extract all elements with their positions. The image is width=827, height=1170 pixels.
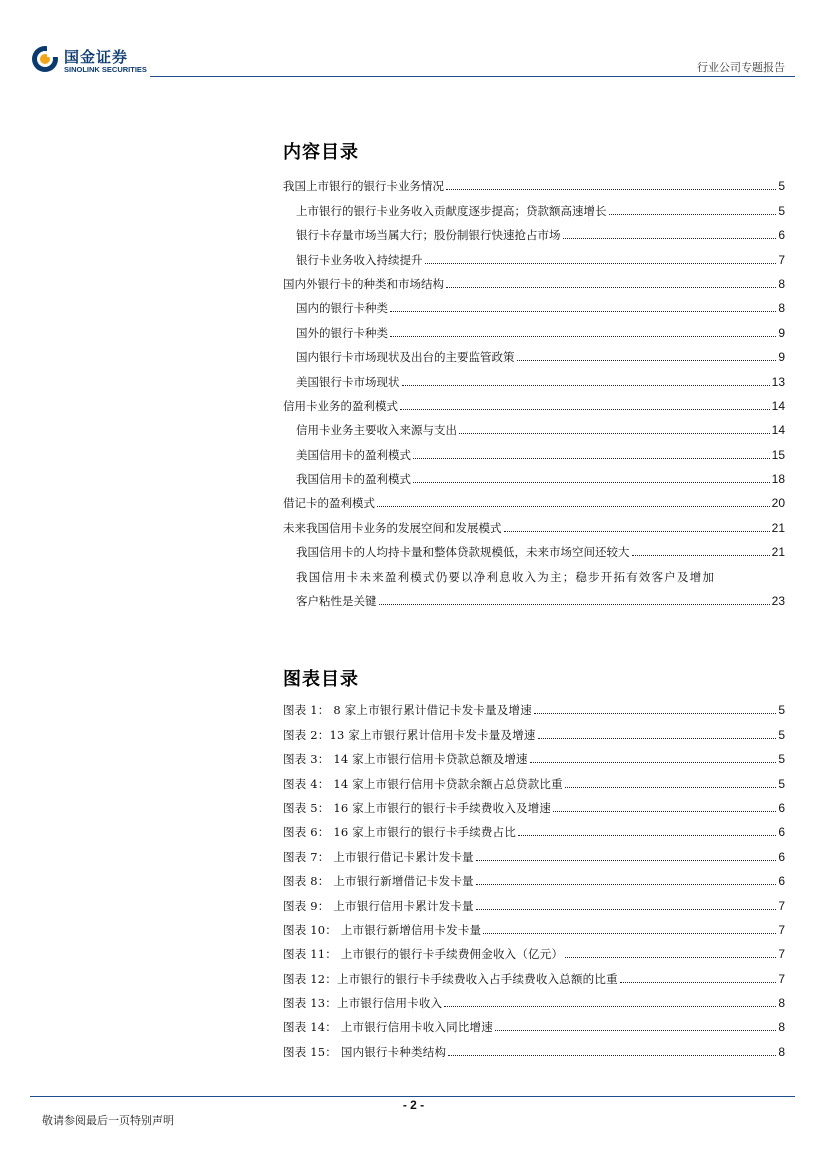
toc-entry-page: 7 bbox=[778, 252, 785, 267]
figure-entry[interactable] bbox=[283, 792, 785, 816]
page-header bbox=[0, 0, 827, 80]
disclaimer-text: 敬请参阅最后一页特别声明 bbox=[42, 1114, 174, 1127]
figure-entry-label: 图表 6： 16 家上市银行的银行卡手续费占比 bbox=[283, 825, 517, 840]
figure-entry-label: 图表 4： 14 家上市银行信用卡贷款余额占总贷款比重 bbox=[283, 776, 563, 791]
figure-entry[interactable] bbox=[283, 767, 785, 791]
toc-entry[interactable] bbox=[283, 414, 785, 438]
header-divider bbox=[150, 76, 795, 77]
dot-leader bbox=[476, 860, 777, 861]
dot-leader bbox=[459, 433, 770, 434]
toc-entry-label: 我国信用卡未来盈利模式仍要以净利息收入为主；稳步开拓有效客户及增加 bbox=[296, 569, 716, 584]
figure-entry-page: 6 bbox=[778, 849, 785, 864]
toc-entry[interactable] bbox=[283, 365, 785, 389]
dot-leader bbox=[413, 482, 770, 483]
toc-entry[interactable] bbox=[283, 219, 785, 243]
figure-entry-label: 图表 12：上市银行的银行卡手续费收入占手续费收入总额的比重 bbox=[283, 971, 618, 986]
toc-entry-label: 银行卡业务收入持续提升 bbox=[296, 252, 423, 267]
dot-leader bbox=[400, 409, 770, 410]
dot-leader bbox=[504, 531, 770, 532]
toc-entry-page: 14 bbox=[771, 423, 785, 438]
dot-leader bbox=[563, 238, 777, 239]
dot-leader bbox=[534, 713, 776, 714]
toc-entry[interactable] bbox=[283, 390, 785, 414]
toc-entry-label: 美国信用卡的盈利模式 bbox=[296, 447, 411, 462]
figure-entry-label: 图表 9： 上市银行信用卡累计发卡量 bbox=[283, 898, 474, 913]
toc-entry-label: 我国信用卡的人均持卡量和整体贷款规模低，未来市场空间还较大 bbox=[296, 545, 630, 560]
company-logo bbox=[30, 44, 160, 76]
dot-leader bbox=[444, 1006, 776, 1007]
toc-entry-label: 国内银行卡市场现状及出台的主要监管政策 bbox=[296, 350, 515, 365]
figure-entry[interactable] bbox=[283, 1011, 785, 1035]
toc-entry[interactable] bbox=[283, 511, 785, 535]
toc-entry-label: 国内的银行卡种类 bbox=[296, 301, 388, 316]
figure-entry[interactable] bbox=[283, 1035, 785, 1059]
toc-entry-label: 未来我国信用卡业务的发展空间和发展模式 bbox=[283, 520, 502, 535]
toc-entry-page: 21 bbox=[771, 520, 785, 535]
figure-entry-label: 图表 10： 上市银行新增信用卡发卡量 bbox=[283, 922, 482, 937]
toc-entry-label: 信用卡业务主要收入来源与支出 bbox=[296, 423, 457, 438]
toc-entry-page: 9 bbox=[778, 325, 785, 340]
toc-entry-label: 银行卡存量市场当属大行；股份制银行快速抢占市场 bbox=[296, 228, 561, 243]
figure-entry[interactable] bbox=[283, 987, 785, 1011]
toc-entry[interactable] bbox=[283, 316, 785, 340]
dot-leader bbox=[390, 311, 776, 312]
figure-entry-page: 5 bbox=[778, 727, 785, 742]
toc-entry-label: 我国上市银行的银行卡业务情况 bbox=[283, 179, 444, 194]
toc-entry[interactable] bbox=[283, 487, 785, 511]
figure-entry[interactable] bbox=[283, 840, 785, 864]
toc-entry-label: 国内外银行卡的种类和市场结构 bbox=[283, 276, 444, 291]
dot-leader bbox=[530, 762, 777, 763]
dot-leader bbox=[425, 263, 777, 264]
figure-entry-label: 图表 3： 14 家上市银行信用卡贷款总额及增速 bbox=[283, 752, 528, 767]
figure-entry-page: 5 bbox=[778, 752, 785, 767]
toc-entry-label: 我国信用卡的盈利模式 bbox=[296, 472, 411, 487]
figures-list bbox=[283, 694, 785, 1060]
toc-entry-wrapped-line2[interactable] bbox=[283, 585, 785, 609]
dot-leader bbox=[377, 506, 770, 507]
contents-title: 内容目录 bbox=[283, 142, 359, 163]
dot-leader bbox=[609, 214, 777, 215]
figure-entry-page: 5 bbox=[778, 703, 785, 718]
contents-list bbox=[283, 170, 785, 560]
figure-entry[interactable] bbox=[283, 865, 785, 889]
figure-entry[interactable] bbox=[283, 743, 785, 767]
figure-entry-page: 8 bbox=[778, 1020, 785, 1035]
figure-entry[interactable] bbox=[283, 694, 785, 718]
dot-leader bbox=[476, 884, 777, 885]
toc-entry-page: 15 bbox=[771, 447, 785, 462]
dot-leader bbox=[565, 957, 776, 958]
toc-entry-page: 23 bbox=[771, 594, 785, 609]
logo-chinese-name: 国金证券 bbox=[64, 48, 129, 66]
dot-leader bbox=[402, 385, 770, 386]
figure-entry-label: 图表 1： 8 家上市银行累计借记卡发卡量及增速 bbox=[283, 703, 532, 718]
toc-entry-page: 5 bbox=[778, 203, 785, 218]
toc-entry[interactable] bbox=[283, 463, 785, 487]
page-number: - 2 - bbox=[402, 1098, 425, 1112]
dot-leader bbox=[517, 360, 777, 361]
figure-entry-label: 图表 5： 16 家上市银行的银行卡手续费收入及增速 bbox=[283, 800, 552, 815]
toc-entry-page: 8 bbox=[778, 276, 785, 291]
figure-entry-label: 图表 2：13 家上市银行累计信用卡发卡量及增速 bbox=[283, 727, 536, 742]
toc-entry[interactable] bbox=[283, 268, 785, 292]
dot-leader bbox=[518, 835, 776, 836]
toc-entry-label: 信用卡业务的盈利模式 bbox=[283, 398, 398, 413]
dot-leader bbox=[390, 336, 776, 337]
figure-entry[interactable] bbox=[283, 962, 785, 986]
toc-entry-page: 18 bbox=[771, 472, 785, 487]
figure-entry-page: 7 bbox=[778, 898, 785, 913]
toc-entry-label: 客户粘性是关键 bbox=[296, 594, 377, 609]
figure-entry[interactable] bbox=[283, 938, 785, 962]
dot-leader bbox=[620, 982, 777, 983]
toc-entry-page: 14 bbox=[771, 398, 785, 413]
figure-entry-page: 6 bbox=[778, 800, 785, 815]
dot-leader bbox=[413, 458, 770, 459]
figure-entry[interactable] bbox=[283, 816, 785, 840]
figure-entry[interactable] bbox=[283, 718, 785, 742]
toc-entry-wrapped-line1[interactable] bbox=[283, 560, 785, 584]
logo-english-name: SINOLINK SECURITIES bbox=[64, 65, 147, 74]
dot-leader bbox=[448, 1055, 776, 1056]
dot-leader bbox=[553, 811, 776, 812]
figure-entry-page: 6 bbox=[778, 874, 785, 889]
figure-entry-page: 8 bbox=[778, 996, 785, 1011]
contents-wrapped-entry bbox=[283, 560, 785, 609]
footer-divider bbox=[30, 1096, 795, 1097]
toc-entry[interactable] bbox=[283, 341, 785, 365]
dot-leader bbox=[495, 1030, 776, 1031]
figure-entry-label: 图表 14： 上市银行信用卡收入同比增速 bbox=[283, 1020, 493, 1035]
dot-leader bbox=[538, 738, 777, 739]
toc-entry-label: 借记卡的盈利模式 bbox=[283, 496, 375, 511]
logo-mark-icon bbox=[30, 44, 60, 74]
dot-leader bbox=[483, 933, 776, 934]
figure-entry-page: 5 bbox=[778, 776, 785, 791]
figure-entry-label: 图表 8： 上市银行新增借记卡发卡量 bbox=[283, 874, 474, 889]
dot-leader bbox=[446, 287, 776, 288]
toc-entry-label: 美国银行卡市场现状 bbox=[296, 374, 400, 389]
figure-entry[interactable] bbox=[283, 914, 785, 938]
toc-entry-page: 13 bbox=[771, 374, 785, 389]
dot-leader bbox=[632, 555, 770, 556]
toc-entry[interactable] bbox=[283, 243, 785, 267]
toc-entry[interactable] bbox=[283, 536, 785, 560]
figure-entry[interactable] bbox=[283, 889, 785, 913]
figure-entry-page: 6 bbox=[778, 825, 785, 840]
toc-entry-page: 5 bbox=[778, 179, 785, 194]
figure-entry-page: 7 bbox=[778, 922, 785, 937]
toc-entry[interactable] bbox=[283, 438, 785, 462]
toc-entry[interactable] bbox=[283, 292, 785, 316]
toc-entry[interactable] bbox=[283, 170, 785, 194]
dot-leader bbox=[476, 909, 777, 910]
toc-entry-page: 21 bbox=[771, 545, 785, 560]
figure-entry-label: 图表 7： 上市银行借记卡累计发卡量 bbox=[283, 849, 474, 864]
dot-leader bbox=[446, 189, 776, 190]
figure-entry-page: 8 bbox=[778, 1044, 785, 1059]
toc-entry-page: 6 bbox=[778, 228, 785, 243]
toc-entry-label: 国外的银行卡种类 bbox=[296, 325, 388, 340]
dot-leader bbox=[379, 604, 770, 605]
figure-entry-page: 7 bbox=[778, 947, 785, 962]
dot-leader bbox=[565, 787, 776, 788]
figure-entry-label: 图表 11： 上市银行的银行卡手续费佣金收入（亿元） bbox=[283, 947, 564, 962]
figure-entry-label: 图表 13：上市银行信用卡收入 bbox=[283, 996, 443, 1011]
toc-entry-page: 9 bbox=[778, 350, 785, 365]
toc-entry[interactable] bbox=[283, 194, 785, 218]
toc-entry-page: 20 bbox=[771, 496, 785, 511]
toc-entry-label: 上市银行的银行卡业务收入贡献度逐步提高；贷款额高速增长 bbox=[296, 203, 607, 218]
figures-title: 图表目录 bbox=[283, 669, 359, 690]
figure-entry-page: 7 bbox=[778, 971, 785, 986]
toc-entry-page: 8 bbox=[778, 301, 785, 316]
document-type: 行业公司专题报告 bbox=[697, 61, 785, 74]
figure-entry-label: 图表 15： 国内银行卡种类结构 bbox=[283, 1044, 447, 1059]
